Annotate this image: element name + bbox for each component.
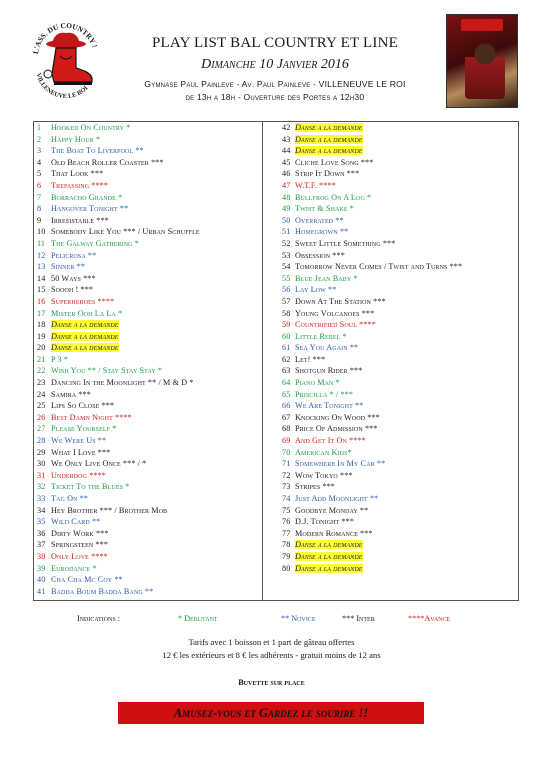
legend-debutant: * Debutant: [178, 614, 218, 623]
playlist-item: [282, 180, 516, 192]
poster-singer-shape: [465, 39, 505, 99]
playlist-item: [37, 435, 259, 447]
playlist-item-title: Overrated **: [295, 215, 344, 225]
playlist-item-number: 76: [282, 517, 291, 527]
playlist-item-title: Bullfrog On A Log *: [295, 192, 372, 202]
playlist-item-number: 67: [282, 412, 291, 422]
playlist-item-number: 6: [37, 180, 42, 190]
playlist-item-title: Hey Brother *** / Brother Mob: [51, 505, 168, 515]
playlist-item-title: Just Add Moonlight **: [295, 494, 379, 503]
playlist-item: [282, 435, 516, 447]
playlist-item: [282, 389, 516, 401]
playlist-item-number: 38: [37, 551, 46, 561]
playlist-item: [37, 389, 259, 401]
playlist-item-title: Sweet Little Something ***: [295, 238, 396, 248]
playlist-item-number: 77: [282, 528, 291, 538]
playlist-item: [37, 528, 259, 540]
playlist-item-title: Homegrown **: [295, 227, 349, 237]
playlist-item: [37, 261, 259, 273]
playlist-item-number: 42: [282, 123, 291, 132]
playlist-item-title: The Galway Gathering *: [51, 238, 139, 248]
playlist-item-title: Badda Boum Badda Bang **: [51, 586, 154, 596]
playlist-item: [37, 308, 259, 320]
playlist-item: [282, 481, 516, 493]
playlist-item-number: 43: [282, 134, 291, 144]
playlist-item-number: 44: [282, 146, 291, 156]
playlist-item: [37, 319, 259, 331]
event-hours: de 13h a 18h - Ouverture des Portes a 12h30: [185, 92, 365, 102]
playlist-item: [282, 192, 516, 204]
playlist-item-number: 47: [282, 180, 291, 190]
playlist-item-number: 5: [37, 169, 42, 179]
playlist-item-number: 49: [282, 204, 291, 214]
playlist-item-number: 11: [37, 238, 46, 248]
playlist-item: [37, 331, 259, 343]
playlist-item: [282, 412, 516, 424]
playlist-item: [282, 157, 516, 169]
column-divider: [262, 121, 263, 601]
playlist-item: [37, 215, 259, 227]
playlist-item-title: Obsession ***: [295, 250, 345, 260]
playlist-item-title: Lay Low **: [295, 285, 337, 295]
playlist-item-title: Stripes ***: [295, 482, 335, 492]
playlist-item-number: 26: [37, 412, 46, 422]
playlist-item-title: D.J. Tonight ***: [295, 517, 355, 527]
playlist-item-title: Danse a la demande: [295, 146, 363, 156]
playlist-item-number: 65: [282, 389, 291, 399]
event-venue: Gymnase Paul Painleve - Av. Paul Painleve - VILLENEUVE LE ROI: [144, 79, 406, 89]
playlist-item: [282, 551, 516, 563]
playlist-item-number: 7: [37, 192, 42, 202]
playlist-item-title: Wow Tokyo ***: [295, 470, 353, 480]
event-date: Dimanche 10 Janvier 2016: [201, 57, 349, 72]
level-legend: [0, 614, 543, 628]
closing-banner: Amusez-vous et Gardez le sourire !!: [118, 702, 424, 724]
playlist-item-number: 70: [282, 447, 291, 457]
playlist-item-title: And Get It On ****: [295, 436, 366, 446]
playlist-item-title: Blue Jean Baby *: [295, 273, 358, 283]
playlist-item-number: 25: [37, 401, 46, 411]
playlist-item: [282, 365, 516, 377]
playlist-item-number: 56: [282, 285, 291, 295]
playlist-item-number: 12: [37, 250, 46, 260]
playlist-item-number: 14: [37, 273, 46, 283]
legend-label: Indications :: [77, 614, 121, 623]
playlist-item: [282, 296, 516, 308]
playlist-item-number: 27: [37, 424, 46, 434]
playlist-item-title: Trepassing ****: [51, 180, 109, 190]
playlist-item: [282, 423, 516, 435]
playlist-item-number: 4: [37, 157, 42, 167]
playlist-item-number: 64: [282, 378, 291, 388]
playlist-item-number: 40: [37, 575, 46, 585]
playlist-item: [282, 400, 516, 412]
playlist-item-title: Hangover Tonight **: [51, 204, 129, 214]
playlist-item: [37, 563, 259, 575]
playlist-item-title: Danse a la demande: [295, 551, 363, 561]
playlist-item-number: 20: [37, 343, 46, 353]
playlist-item-title: Dirty Work ***: [51, 528, 109, 538]
playlist-item-number: 53: [282, 250, 291, 260]
playlist-item: [37, 481, 259, 493]
playlist-item-number: 68: [282, 424, 291, 434]
playlist-item: [282, 284, 516, 296]
playlist-item-title: Sinner **: [51, 262, 86, 272]
playlist-item-title: Danse a la demande: [295, 540, 363, 550]
playlist-item: [282, 354, 516, 366]
playlist-item-number: 59: [282, 320, 291, 330]
playlist-item-number: 13: [37, 262, 46, 272]
playlist-item: [282, 342, 516, 354]
playlist-item-title: Price Of Admission ***: [295, 424, 378, 434]
playlist-item: [282, 273, 516, 285]
playlist-item: [37, 574, 259, 586]
playlist-item: [282, 539, 516, 551]
playlist-item: [37, 157, 259, 169]
playlist-item-number: 69: [282, 436, 291, 446]
playlist-item-title: Only Love ****: [51, 551, 108, 561]
playlist-item: [282, 447, 516, 459]
playlist-item-number: 52: [282, 238, 291, 248]
playlist-item-title: Countrified Soul ****: [295, 320, 376, 330]
playlist-item-title: Ticket To the Blues *: [51, 482, 130, 492]
playlist-item: [37, 400, 259, 412]
playlist-item: [37, 365, 259, 377]
playlist-item-title: Twist & Shake *: [295, 204, 354, 214]
playlist-item-number: 28: [37, 436, 46, 446]
playlist-item: [37, 342, 259, 354]
playlist-item: [37, 203, 259, 215]
playlist-item-number: 19: [37, 331, 46, 341]
playlist-item: [37, 423, 259, 435]
playlist-item-number: 41: [37, 586, 46, 596]
playlist-item: [282, 168, 516, 180]
page-title: PLAY LIST BAL COUNTRY ET LINE: [152, 35, 398, 51]
playlist-item-number: 46: [282, 169, 291, 179]
playlist-item-title: Eurodance *: [51, 563, 97, 573]
playlist-item: [37, 250, 259, 262]
playlist-item-number: 2: [37, 134, 42, 144]
playlist-item: [282, 203, 516, 215]
playlist-item-title: Dancing In the Moonlight ** / M & D *: [51, 378, 194, 388]
svg-text:L'ASS. DU COUNTRY !: L'ASS. DU COUNTRY !: [31, 20, 100, 55]
playlist-item-title: Danse a la demande: [51, 320, 119, 330]
playlist-item-number: 58: [282, 308, 291, 318]
playlist-item-title: Somebody Like You *** / Urban Schuffle: [51, 227, 200, 237]
playlist-item: [37, 412, 259, 424]
pricing-line-2: 12 € les extérieurs et 8 € les adhérents - gratuit moins de 12 ans: [162, 650, 381, 660]
playlist-item: [282, 493, 516, 505]
playlist-item-title: Happy Hour *: [51, 134, 101, 144]
playlist-item-title: Danse a la demande: [295, 123, 363, 132]
playlist-item-number: 1: [37, 123, 42, 132]
playlist-item-title: Please Yourself *: [51, 424, 117, 434]
playlist-item-number: 24: [37, 389, 46, 399]
pricing-line-1: Tarifs avec 1 boisson et 1 part de gâteau offertes: [188, 637, 355, 647]
playlist-item-number: 74: [282, 494, 291, 503]
playlist-item-title: W.T.F. ****: [295, 180, 336, 190]
playlist-item-number: 72: [282, 470, 291, 480]
playlist-item-number: 61: [282, 343, 291, 353]
playlist-item: [37, 273, 259, 285]
playlist-item-title: Strip It Down ***: [295, 169, 360, 179]
playlist-item: [282, 261, 516, 273]
playlist-item-number: 10: [37, 227, 46, 237]
playlist-item-title: Soooh ! ***: [51, 285, 94, 295]
playlist-item: [282, 238, 516, 250]
playlist-item-number: 37: [37, 540, 46, 550]
playlist-item-number: 22: [37, 366, 46, 376]
playlist-item: [37, 586, 259, 598]
playlist-item: [37, 168, 259, 180]
playlist-item-title: Wish You ** / Stay Stay Stay *: [51, 366, 163, 376]
playlist-item-title: Danse a la demande: [295, 134, 363, 144]
playlist-item-title: Borracho Grande *: [51, 192, 123, 202]
playlist-item-title: Shotgun Rider ***: [295, 366, 363, 376]
playlist-item-number: 54: [282, 262, 291, 272]
playlist-item-number: 71: [282, 459, 291, 469]
playlist-item: [282, 563, 516, 575]
playlist-item-number: 48: [282, 192, 291, 202]
playlist-item-title: Let! ***: [295, 354, 326, 364]
playlist-item: [37, 447, 259, 459]
playlist-item-title: Cha Cha Mc Coy **: [51, 575, 123, 585]
playlist-item-number: 45: [282, 157, 291, 167]
playlist-item-number: 80: [282, 563, 291, 573]
playlist-item: [37, 296, 259, 308]
playlist-item: [37, 493, 259, 505]
club-logo: [30, 16, 102, 102]
playlist-item: [282, 377, 516, 389]
playlist-item-title: Wild Card **: [51, 517, 101, 527]
playlist-item: [282, 319, 516, 331]
playlist-item-number: 36: [37, 528, 46, 538]
playlist-item: [282, 122, 516, 134]
playlist-item-title: Underdog ****: [51, 470, 106, 480]
playlist-item-number: 3: [37, 146, 42, 156]
event-poster-image: [446, 14, 518, 108]
playlist-item: [37, 470, 259, 482]
buvette-notice: Buvette sur place: [238, 678, 305, 687]
page-header: [100, 34, 450, 102]
playlist-item-title: Tag On **: [51, 494, 89, 503]
playlist-item: [37, 516, 259, 528]
playlist-item-title: Tomorrow Never Comes / Twist and Turns ***: [295, 262, 463, 272]
playlist-item-number: 21: [37, 354, 46, 364]
playlist-item-number: 60: [282, 331, 291, 341]
playlist-item-number: 9: [37, 215, 42, 225]
playlist-item: [282, 516, 516, 528]
playlist-item-title: Sea You Again **: [295, 343, 359, 353]
playlist-item-title: What I Love ***: [51, 447, 111, 457]
playlist-item-number: 79: [282, 551, 291, 561]
playlist-item-number: 35: [37, 517, 46, 527]
legend-inter: *** Inter: [342, 614, 375, 623]
playlist-item-number: 29: [37, 447, 46, 457]
playlist-item-number: 39: [37, 563, 46, 573]
playlist-item-title: Little Rebel *: [295, 331, 347, 341]
playlist-item: [37, 180, 259, 192]
playlist-item-number: 55: [282, 273, 291, 283]
playlist-item: [282, 145, 516, 157]
playlist-item-title: Pelicrosa **: [51, 250, 97, 260]
playlist-item-number: 34: [37, 505, 46, 515]
playlist-item-title: The Boat To Liverpool **: [51, 146, 144, 156]
playlist-item: [37, 122, 259, 134]
playlist-item-number: 18: [37, 320, 46, 330]
svg-text:VILLENEUVE LE ROI: VILLENEUVE LE ROI: [34, 72, 90, 101]
playlist-item: [282, 458, 516, 470]
playlist-item-title: American Kids*: [295, 447, 352, 457]
playlist-item: [37, 134, 259, 146]
playlist-item-number: 33: [37, 494, 46, 503]
playlist-item-title: Old Beach Roller Coaster ***: [51, 157, 164, 167]
poster-title-shape: [461, 19, 503, 31]
playlist-item: [37, 226, 259, 238]
playlist-item-title: We Are Tonight **: [295, 401, 364, 411]
playlist-item-title: Priscilla * / ***: [295, 389, 354, 399]
playlist-item-title: Down At The Station ***: [295, 296, 386, 306]
playlist-item-number: 50: [282, 215, 291, 225]
playlist-item: [282, 308, 516, 320]
playlist-item: [37, 284, 259, 296]
cowboy-boot-logo-icon: [30, 16, 102, 102]
playlist-item: [37, 377, 259, 389]
playlist-item-title: We Were Us **: [51, 436, 107, 446]
playlist-item-number: 73: [282, 482, 291, 492]
playlist-item-title: Knocking On Wood ***: [295, 412, 380, 422]
playlist-item: [282, 470, 516, 482]
playlist-item: [282, 250, 516, 262]
playlist-item-number: 23: [37, 378, 46, 388]
playlist-item-title: Springsteen ***: [51, 540, 109, 550]
playlist-item-title: Best Damn Night ****: [51, 412, 132, 422]
playlist-item: [37, 354, 259, 366]
playlist-item-title: Danse a la demande: [295, 563, 363, 573]
playlist-item-number: 63: [282, 366, 291, 376]
playlist-item-number: 17: [37, 308, 46, 318]
playlist-item: [282, 331, 516, 343]
playlist-item-title: Danse a la demande: [51, 331, 119, 341]
playlist-item-title: Mister Ooh La La *: [51, 308, 123, 318]
playlist-item: [282, 215, 516, 227]
playlist-item-title: P 3 *: [51, 354, 69, 364]
playlist-item-title: Young Volcanoes ***: [295, 308, 375, 318]
playlist-item: [37, 505, 259, 517]
playlist-item-number: 57: [282, 296, 291, 306]
playlist-item-title: Hooked On Country *: [51, 123, 131, 132]
playlist-item: [37, 539, 259, 551]
playlist-item-number: 75: [282, 505, 291, 515]
legend-avance: ****Avance: [408, 614, 451, 623]
playlist-item: [282, 226, 516, 238]
playlist-item-number: 66: [282, 401, 291, 411]
playlist-item-number: 16: [37, 296, 46, 306]
playlist-item-title: Piano Man *: [295, 378, 340, 388]
playlist-left-column: [37, 122, 259, 597]
playlist-item-title: Superheroes ****: [51, 296, 115, 306]
playlist-item-number: 15: [37, 285, 46, 295]
playlist-item-title: 50 Ways ***: [51, 273, 96, 283]
playlist-item: [282, 528, 516, 540]
playlist-item: [37, 551, 259, 563]
playlist-item: [37, 192, 259, 204]
playlist-item: [282, 505, 516, 517]
playlist-item-title: We Only Live Once *** / *: [51, 459, 147, 469]
playlist-item-number: 32: [37, 482, 46, 492]
playlist-item: [282, 134, 516, 146]
pricing-info: [0, 636, 543, 662]
playlist-item-number: 62: [282, 354, 291, 364]
playlist-right-column: [282, 122, 516, 574]
playlist-item-number: 31: [37, 470, 46, 480]
playlist-item-number: 30: [37, 459, 46, 469]
playlist-item-title: Samira ***: [51, 389, 91, 399]
playlist-item-title: Goodbye Monday **: [295, 505, 369, 515]
playlist-item-number: 78: [282, 540, 291, 550]
playlist-item-title: Modern Romance ***: [295, 528, 373, 538]
playlist-item: [37, 145, 259, 157]
playlist-item-title: Somewhere In My Car **: [295, 459, 386, 469]
playlist-item-title: Lips So Close ***: [51, 401, 115, 411]
playlist-item-title: That Look ***: [51, 169, 104, 179]
playlist-item-title: Cliche Love Song ***: [295, 157, 374, 167]
playlist-item-number: 51: [282, 227, 291, 237]
playlist-item: [37, 458, 259, 470]
playlist-item-title: Danse a la demande: [51, 343, 119, 353]
playlist-item-title: Irresistable ***: [51, 215, 109, 225]
playlist-item-number: 8: [37, 204, 42, 214]
legend-novice: ** Novice: [281, 614, 316, 623]
playlist-item: [37, 238, 259, 250]
